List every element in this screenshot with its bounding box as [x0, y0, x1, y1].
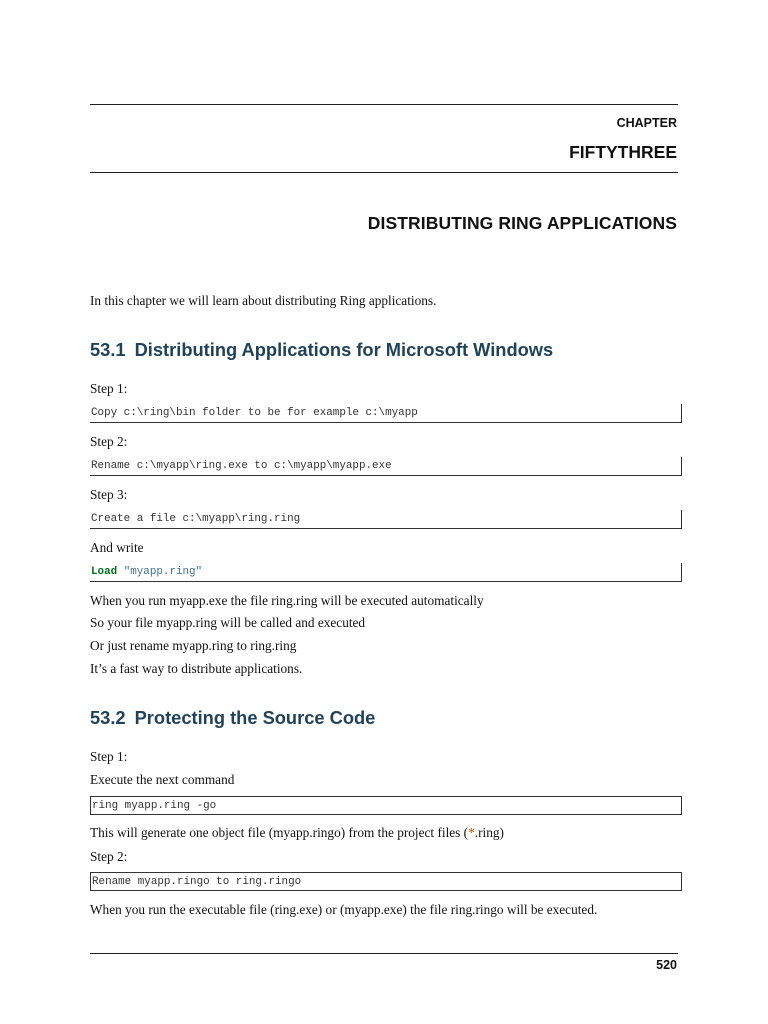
section-heading-53-2 [90, 707, 375, 729]
intro-paragraph: In this chapter we will learn about distributing Ring applications. [90, 293, 437, 308]
code-keyword: Load [91, 566, 118, 578]
paragraph-line: It’s a fast way to distribute applications. [90, 661, 303, 676]
footer-rule [90, 953, 678, 954]
chapter-label: CHAPTER [616, 116, 677, 130]
header-bottom-rule [90, 172, 678, 173]
page-number: 520 [656, 958, 677, 972]
chapter-number: FIFTYTHREE [569, 142, 677, 162]
step-label: Step 1: [90, 749, 128, 764]
code-block-rename-exe: Rename c:\myapp\ring.exe to c:\myapp\myapp.exe [90, 457, 682, 476]
and-write-text: And write [90, 540, 144, 555]
generate-prefix: This will generate one object file (myapp.ringo) from the project files ( [90, 825, 469, 840]
wildcard-star: * [468, 825, 475, 840]
code-string: "myapp.ring" [123, 566, 203, 578]
paragraph-line: Or just rename myapp.ring to ring.ring [90, 638, 297, 653]
paragraph-line: When you run myapp.exe the file ring.ring will be executed automatically [90, 593, 484, 608]
code-block-copy: Copy c:\ring\bin folder to be for example c:\myapp [90, 404, 682, 423]
chapter-title: DISTRIBUTING RING APPLICATIONS [367, 213, 677, 233]
code-block-rename-ringo: Rename myapp.ringo to ring.ringo [90, 872, 682, 891]
section-number: 53.2 [90, 707, 126, 728]
paragraph-line: So your file myapp.ring will be called and executed [90, 615, 366, 630]
header-top-rule [90, 104, 678, 105]
step-label: Step 2: [90, 849, 128, 864]
section-title: Protecting the Source Code [134, 707, 376, 728]
final-paragraph: When you run the executable file (ring.exe) or (myapp.exe) the file ring.ringo will be executed. [90, 902, 598, 917]
code-block-create-file: Create a file c:\myapp\ring.ring [90, 510, 682, 529]
generate-text [90, 825, 504, 841]
step-label: Step 2: [90, 434, 128, 449]
code-block-load [90, 563, 682, 582]
step-label: Step 3: [90, 487, 128, 502]
section-title: Distributing Applications for Microsoft Windows [134, 339, 554, 360]
section-number: 53.1 [90, 339, 126, 360]
execute-text: Execute the next command [90, 772, 235, 787]
generate-suffix: .ring) [474, 825, 504, 840]
section-heading-53-1 [90, 339, 553, 361]
code-block-command: ring myapp.ring -go [90, 796, 682, 815]
step-label: Step 1: [90, 381, 128, 396]
